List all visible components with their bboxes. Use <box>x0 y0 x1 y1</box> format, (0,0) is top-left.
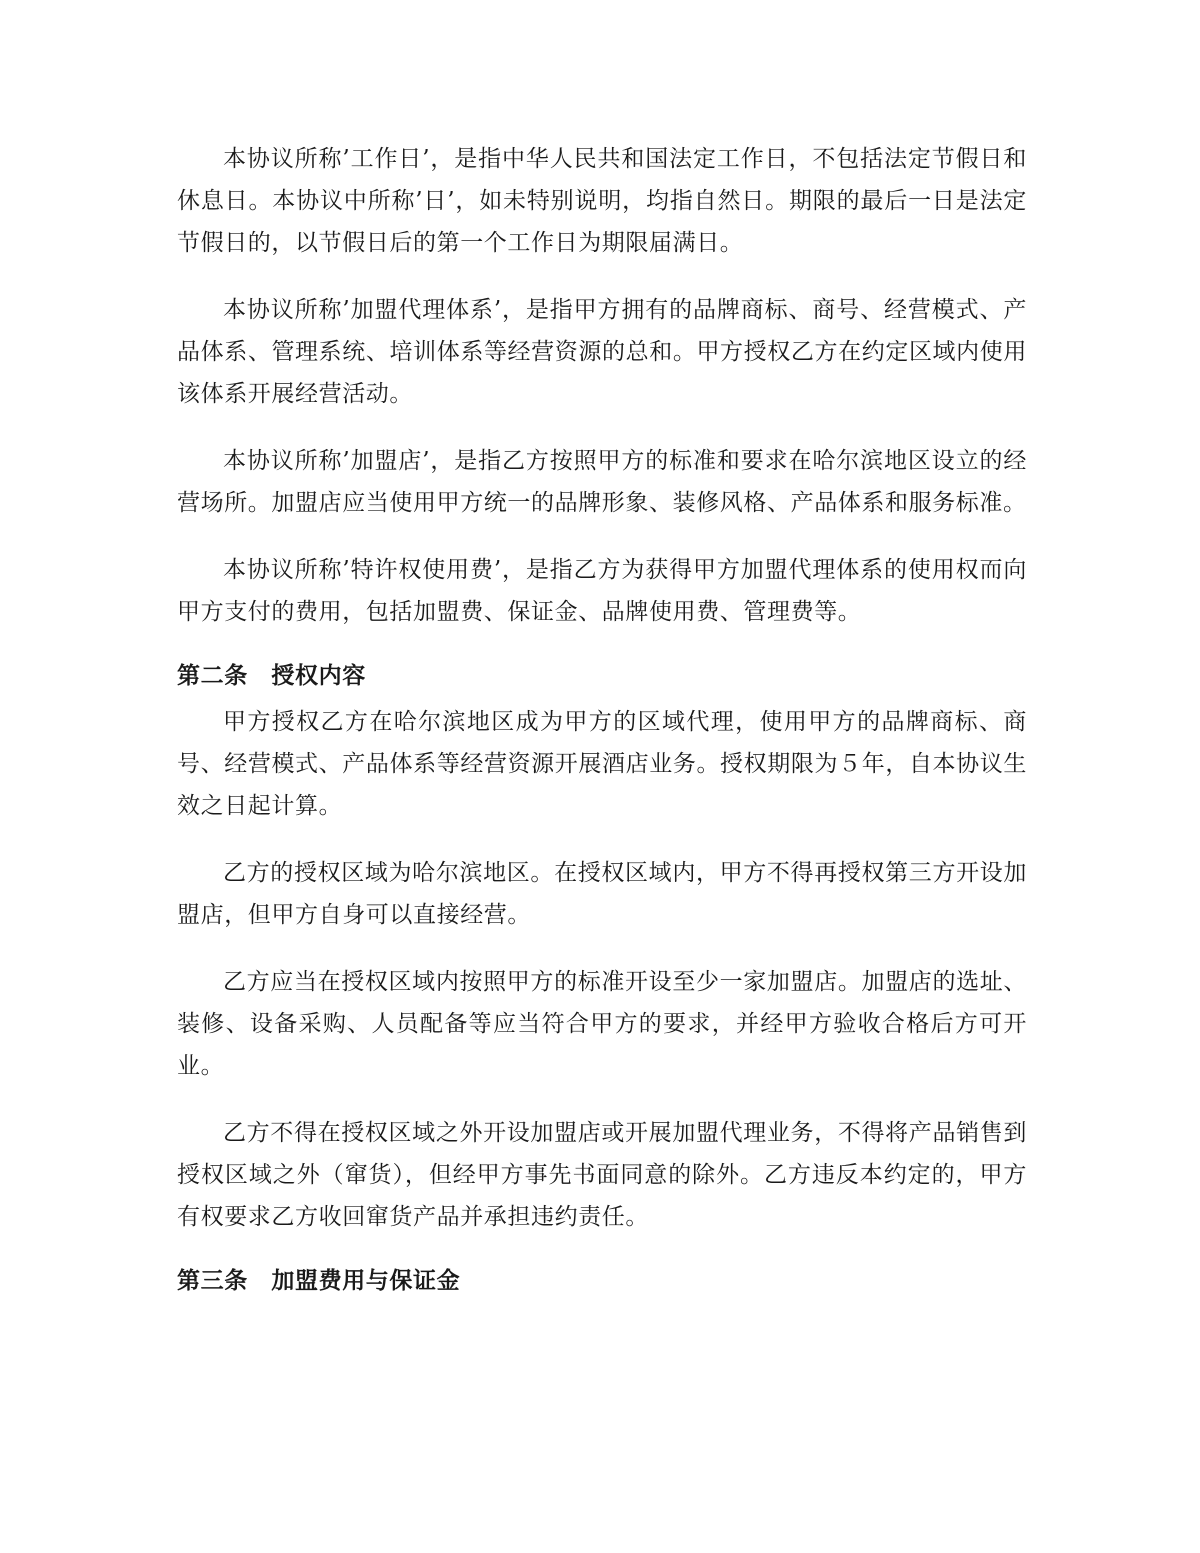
section-heading-article-2: 第二条 授权内容 <box>177 663 366 689</box>
paragraph-cross-region-sales: 乙方不得在授权区域之外开设加盟店或开展加盟代理业务，不得将产品销售到授权区域之外（窜货），但经甲方事先书面同意的除外。乙方违反本约定的，甲方有权要求乙方收回窜货产品并承担违约责任。 <box>177 1120 1027 1230</box>
paragraph-authorized-region: 乙方的授权区域为哈尔滨地区。在授权区域内，甲方不得再授权第三方开设加盟店，但甲方自身可以直接经营。 <box>177 860 1027 928</box>
paragraph-authorization-scope: 甲方授权乙方在哈尔滨地区成为甲方的区域代理，使用甲方的品牌商标、商号、经营模式、产品体系等经营资源开展酒店业务。授权期限为５年，自本协议生效之日起计算。 <box>177 709 1027 819</box>
document-body <box>177 138 1027 1306</box>
paragraph-franchise-store-definition: 本协议所称’加盟店’，是指乙方按照甲方的标准和要求在哈尔滨地区设立的经营场所。加盟店应当使用甲方统一的品牌形象、装修风格、产品体系和服务标准。 <box>177 448 1027 516</box>
paragraph-franchise-system-definition: 本协议所称’加盟代理体系’，是指甲方拥有的品牌商标、商号、经营模式、产品体系、管理系统、培训体系等经营资源的总和。甲方授权乙方在约定区域内使用该体系开展经营活动。 <box>177 297 1027 407</box>
paragraph-store-opening: 乙方应当在授权区域内按照甲方的标准开设至少一家加盟店。加盟店的选址、装修、设备采购、人员配备等应当符合甲方的要求，并经甲方验收合格后方可开业。 <box>177 969 1027 1079</box>
paragraph-franchise-fee-definition: 本协议所称’特许权使用费’，是指乙方为获得甲方加盟代理体系的使用权而向甲方支付的费用，包括加盟费、保证金、品牌使用费、管理费等。 <box>177 557 1027 625</box>
section-heading-article-3: 第三条 加盟费用与保证金 <box>177 1268 461 1294</box>
paragraph-workday-definition: 本协议所称’工作日’，是指中华人民共和国法定工作日，不包括法定节假日和休息日。本协议中所称’日’，如未特别说明，均指自然日。期限的最后一日是法定节假日的，以节假日后的第一个工作日为期限届满日。 <box>177 146 1027 256</box>
